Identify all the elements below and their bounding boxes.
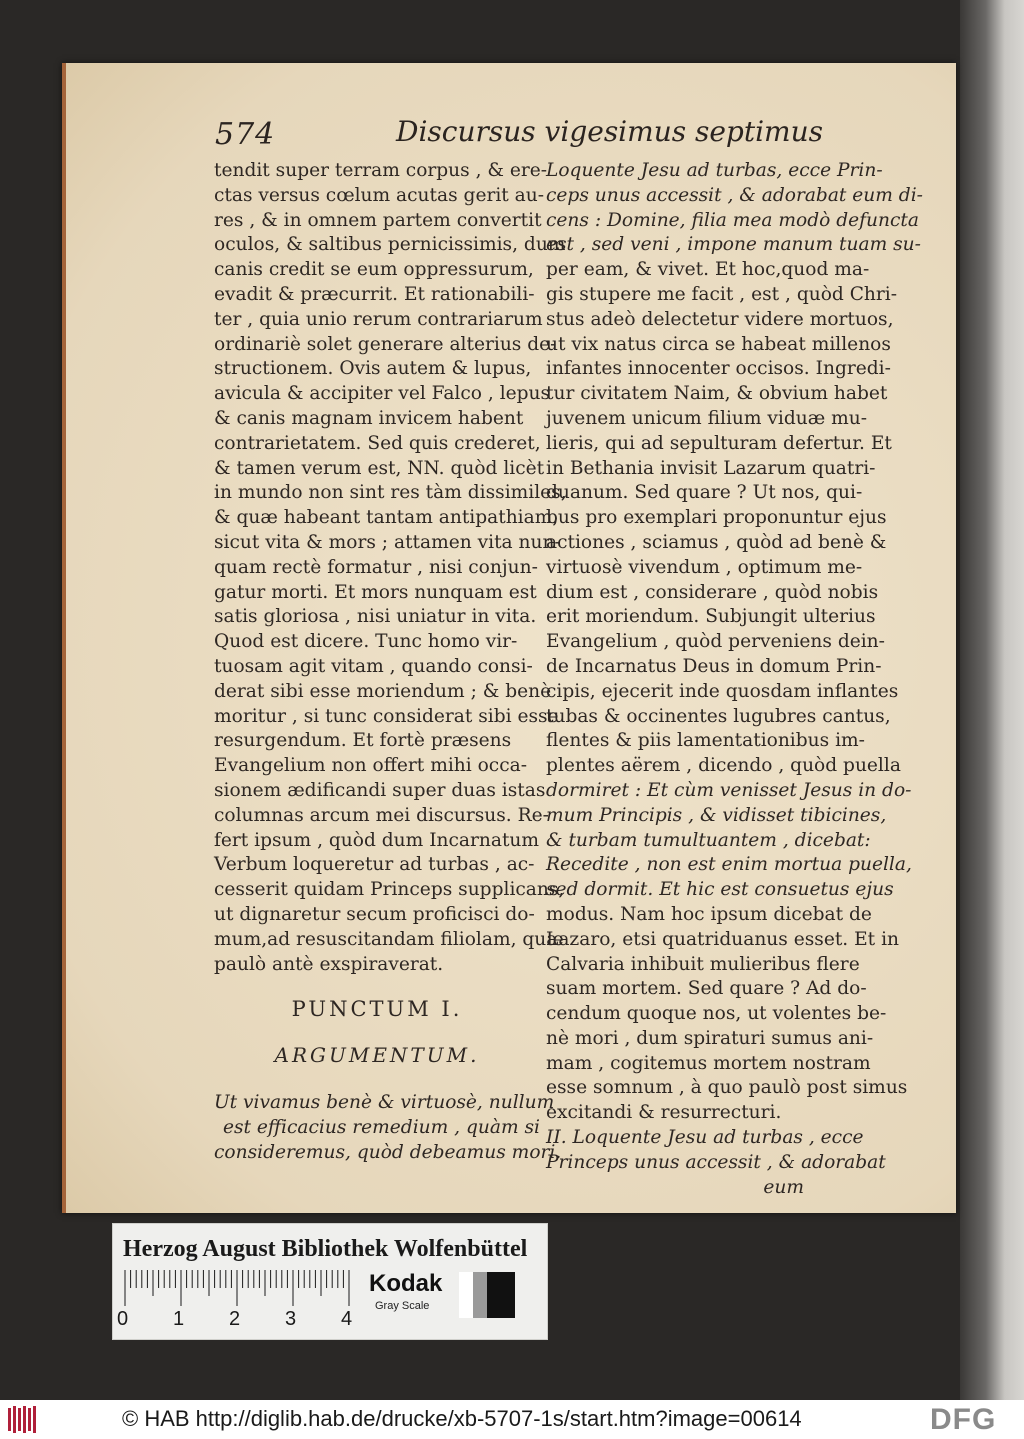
ruler-digit: 1 bbox=[173, 1308, 185, 1330]
spacer bbox=[214, 1077, 540, 1091]
footer-bar bbox=[0, 1400, 1024, 1439]
text-line: plentes aërem , dicendo , quòd puella bbox=[546, 755, 901, 777]
text-line: nè mori , dum spiraturi sumus ani- bbox=[546, 1027, 874, 1049]
text-line: Calvaria inhibuit mulieribus flere bbox=[546, 953, 860, 975]
text-line: Evangelium , quòd perveniens dein- bbox=[546, 631, 885, 653]
text-line: mum,ad resuscitandam filiolam, quæ bbox=[214, 928, 564, 950]
text-line: Lazaro, etsi quatriduanus esset. Et in bbox=[546, 928, 899, 950]
text-line: est , sed veni , impone manum tuam su- bbox=[546, 234, 921, 256]
text-line: ordinariè solet generare alterius de- bbox=[214, 333, 557, 355]
text-line: infantes innocenter occisos. Ingredi- bbox=[546, 358, 891, 380]
text-line: oculos, & saltibus pernicissimis, dum bbox=[214, 234, 566, 256]
text-line: erit moriendum. Subjungit ulterius bbox=[546, 606, 876, 628]
text-line: fert ipsum , quòd dum Incarnatum bbox=[214, 829, 540, 851]
running-head: Discursus vigesimus septimus bbox=[396, 115, 824, 148]
text-line: esse somnum , à quo paulò post simus bbox=[546, 1077, 908, 1099]
text-line: resurgendum. Et fortè præsens bbox=[214, 730, 512, 752]
text-line: juvenem unicum filium viduæ mu- bbox=[546, 407, 868, 429]
text-line: paulò antè exspiraverat. bbox=[214, 953, 444, 975]
text-line: & quæ habeant tantam antipathiam, bbox=[214, 507, 559, 529]
text-line: flentes & piis lamentationibus im- bbox=[546, 730, 865, 752]
dfg-logo: DFG bbox=[930, 1403, 997, 1436]
text-line: Evangelium non offert mihi occa- bbox=[214, 755, 527, 777]
text-line: gis stupere me facit , est , quòd Chri- bbox=[546, 283, 898, 305]
ruler-scale bbox=[123, 1270, 363, 1310]
text-line: Quod est dicere. Tunc homo vir- bbox=[214, 631, 518, 653]
text-line: de Incarnatus Deus in domum Prin- bbox=[546, 655, 882, 677]
text-line: in Bethania invisit Lazarum quatri- bbox=[546, 457, 876, 479]
summary-line: Ut vivamus benè & virtuosè, nullum bbox=[214, 1092, 555, 1114]
text-line: mum Principis , & vidisset tibicines, bbox=[546, 804, 887, 826]
text-line: gatur morti. Et mors nunquam est bbox=[214, 581, 537, 603]
text-line: modus. Nam hoc ipsum dicebat de bbox=[546, 903, 872, 925]
text-line: ut dignaretur secum proficisci do- bbox=[214, 903, 535, 925]
hab-logo-icon bbox=[6, 1404, 40, 1435]
argumentum-heading: ARGUMENTUM. bbox=[274, 1043, 480, 1068]
text-line: derat sibi esse moriendum ; & benè bbox=[214, 680, 552, 702]
text-line: sionem ædificandi super duas istas bbox=[214, 779, 546, 801]
text-line: Princeps unus accessit , & adorabat bbox=[546, 1151, 886, 1173]
text-line: Verbum loqueretur ad turbas , ac- bbox=[214, 854, 535, 876]
kodak-brand: Kodak bbox=[369, 1270, 443, 1297]
text-line: stus adeò delectetur videre mortuos, bbox=[546, 308, 894, 330]
scan-edge-board bbox=[960, 0, 1024, 1400]
text-line: duanum. Sed quare ? Ut nos, qui- bbox=[546, 482, 863, 504]
summary-line: est efficacius remedium , quàm si bbox=[222, 1117, 540, 1139]
text-line: ut vix natus circa se habeat millenos bbox=[546, 333, 891, 355]
right-column bbox=[546, 159, 923, 1200]
catchword: eum bbox=[763, 1176, 804, 1198]
text-line: & canis magnam invicem habent bbox=[214, 407, 524, 429]
text-line: Loquente Jesu ad turbas, ecce Prin- bbox=[546, 160, 883, 181]
text-line: in mundo non sint res tàm dissimiles, bbox=[214, 482, 567, 504]
text-line: dium est , considerare , quòd nobis bbox=[546, 581, 879, 603]
text-line: Recedite , non est enim mortua puella, bbox=[546, 854, 912, 876]
page-number: 574 bbox=[215, 117, 276, 152]
text-line: II. Loquente Jesu ad turbas , ecce bbox=[546, 1127, 864, 1149]
gray-scale-swatches bbox=[459, 1272, 515, 1318]
text-line: structionem. Ovis autem & lupus, bbox=[214, 358, 532, 380]
text-line: cens : Domine, filia mea modò defuncta bbox=[546, 209, 919, 231]
text-line: virtuosè vivendum , optimum me- bbox=[546, 556, 863, 578]
copyright-url[interactable]: © HAB http://diglib.hab.de/drucke/xb-5707-1s/start.htm?image=00614 bbox=[122, 1406, 802, 1431]
text-line: ceps unus accessit , & adorabat eum di- bbox=[546, 184, 923, 206]
text-line: columnas arcum mei discursus. Re- bbox=[214, 804, 549, 826]
text-line: & tamen verum est, NN. quòd licèt bbox=[214, 457, 545, 479]
text-line: sicut vita & mors ; attamen vita nun- bbox=[214, 531, 561, 553]
text-line: sed dormit. Et hic est consuetus ejus bbox=[546, 879, 894, 901]
book-page bbox=[62, 63, 956, 1213]
ruler-digit: 2 bbox=[229, 1308, 241, 1330]
ruler-digit: 4 bbox=[341, 1308, 353, 1330]
text-line: quam rectè formatur , nisi conjun- bbox=[214, 556, 538, 578]
text-line: res , & in omnem partem convertit bbox=[214, 209, 542, 231]
text-line: cendum quoque nos, ut volentes be- bbox=[546, 1003, 887, 1025]
text-line: dormiret : Et cùm venisset Jesus in do- bbox=[546, 779, 912, 801]
ruler-digit: 3 bbox=[285, 1308, 297, 1330]
text-line: tuosam agit vitam , quando consi- bbox=[214, 655, 533, 677]
left-column bbox=[214, 159, 567, 1166]
text-line: actiones , sciamus , quòd ad benè & bbox=[546, 531, 887, 553]
summary-line: consideremus, quòd debeamus mori. bbox=[214, 1141, 562, 1163]
gray-scale-label: Gray Scale bbox=[375, 1300, 430, 1312]
text-line: tubas & occinentes lugubres cantus, bbox=[546, 705, 891, 727]
text-line: tendit super terram corpus , & ere- bbox=[214, 160, 548, 181]
color-calibration-card bbox=[112, 1223, 548, 1340]
text-line: contrarietatem. Sed quis crederet, bbox=[214, 432, 541, 454]
text-line: ter , quia unio rerum contrariarum bbox=[214, 308, 543, 330]
text-line: ctas versus cœlum acutas gerit au- bbox=[214, 184, 545, 206]
library-name: Herzog August Bibliothek Wolfenbüttel bbox=[123, 1236, 528, 1262]
text-line: cesserit quidam Princeps supplicans, bbox=[214, 879, 565, 901]
text-line: bus pro exemplari proponuntur ejus bbox=[546, 507, 887, 529]
text-line: canis credit se eum oppressurum, bbox=[214, 259, 534, 281]
text-line: avicula & accipiter vel Falco , lepus bbox=[214, 383, 551, 405]
text-line: mam , cogitemus mortem nostram bbox=[546, 1052, 871, 1074]
text-line: tur civitatem Naim, & obvium habet bbox=[546, 383, 888, 405]
text-line: excitandi & resurrecturi. bbox=[546, 1102, 782, 1124]
ruler-digit: 0 bbox=[117, 1308, 129, 1330]
text-line: & turbam tumultuantem , dicebat: bbox=[546, 829, 871, 851]
text-line: cipis, ejecerit inde quosdam inflantes bbox=[546, 680, 899, 702]
text-line: per eam, & vivet. Et hoc,quod ma- bbox=[546, 259, 870, 281]
section-heading: PUNCTUM I. bbox=[291, 997, 463, 1022]
text-line: moritur , si tunc considerat sibi esse bbox=[214, 705, 559, 727]
text-line: satis gloriosa , nisi uniatur in vita. bbox=[214, 606, 537, 628]
text-line: evadit & præcurrit. Et rationabili- bbox=[214, 283, 535, 305]
text-line: lieris, qui ad sepulturam defertur. Et bbox=[546, 432, 892, 454]
text-line: suam mortem. Sed quare ? Ad do- bbox=[546, 978, 867, 1000]
